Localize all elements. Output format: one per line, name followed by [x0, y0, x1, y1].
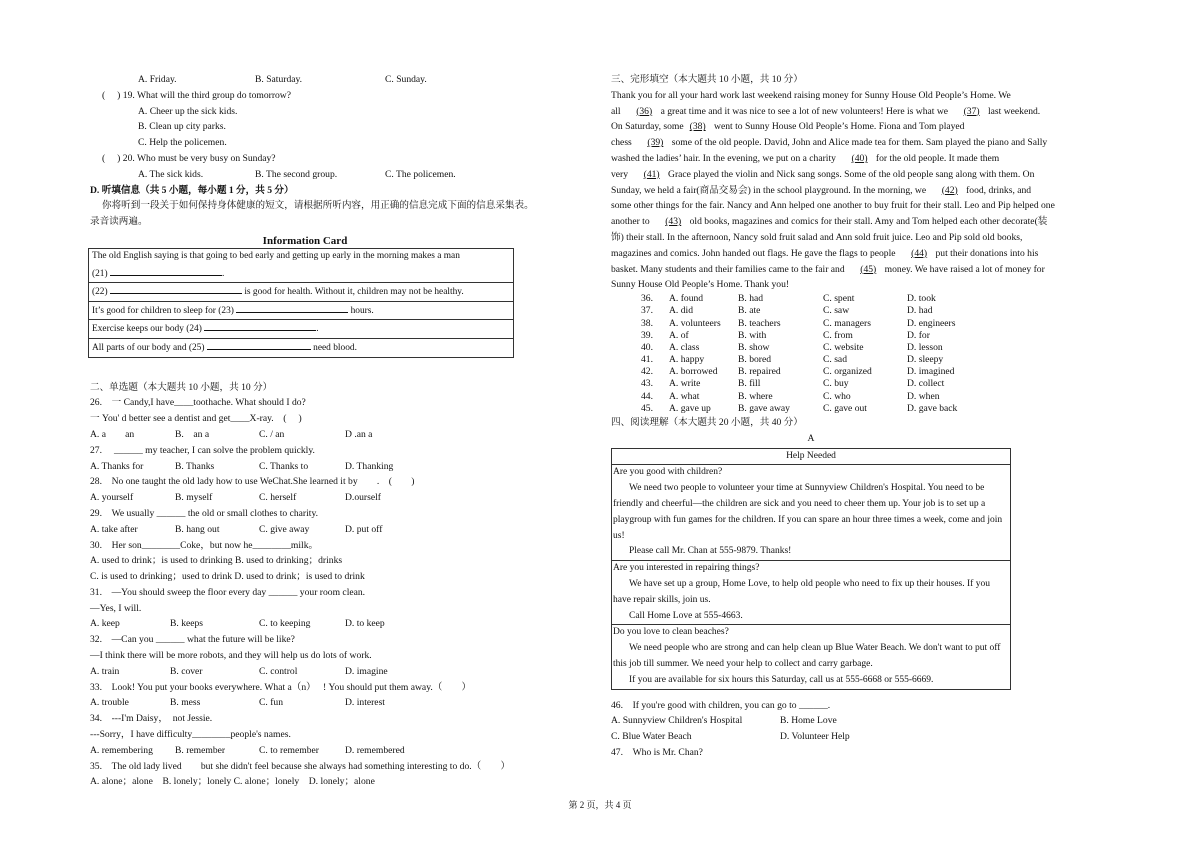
- cloze-option: C. gave out: [823, 402, 867, 414]
- q46-options-ab: [611, 713, 1116, 729]
- right-column: [611, 72, 1116, 761]
- q46-option-c: C. Blue Water Beach: [611, 731, 692, 743]
- q34-option-a: A. remembering: [90, 744, 153, 756]
- q28-options: [90, 490, 520, 506]
- card-row-5: [89, 338, 514, 357]
- cloze-option-row: [641, 318, 1116, 330]
- card-row-5-end: need blood.: [313, 342, 357, 353]
- cloze-option: C. buy: [823, 378, 849, 390]
- cloze-option: B. where: [738, 390, 773, 402]
- q46-option-a: A. Sunnyview Children's Hospital: [611, 715, 743, 727]
- cloze-blank[interactable]: (42): [941, 184, 958, 196]
- cloze-option-row: [641, 354, 1116, 366]
- q46-option-b: B. Home Love: [780, 715, 837, 727]
- help-needed-title: Help Needed: [612, 448, 1011, 465]
- card-row-2: [89, 283, 514, 302]
- q35-line-2: A. alone；alone B. lonely；lonely C. alone；lonely D. lonely；alone: [90, 776, 375, 788]
- cloze-option-number: 43.: [641, 378, 653, 390]
- cloze-option: B. fill: [738, 378, 761, 390]
- q28-line-1: 28. No one taught the old lady how to use WeChat.She learned it by . ( ): [90, 476, 415, 488]
- cloze-text: 饰) their stall. In the afternoon, Nancy sold fruit salad and Ann sold fruit juice. Leo and Pip sold old books,: [611, 231, 1023, 243]
- cloze-blank[interactable]: (41): [643, 168, 660, 180]
- answer-blank-21[interactable]: [110, 265, 222, 276]
- card-row-3-end: hours.: [350, 305, 374, 316]
- cloze-option: B. had: [738, 293, 764, 305]
- section-2-heading: 二、单选题（本大题共 10 小题，共 10 分）: [90, 381, 273, 393]
- cloze-option: C. who: [823, 390, 851, 402]
- q31-option-a: A. keep: [90, 618, 120, 630]
- section-d-instruction-2: 录音读两遍。: [90, 216, 148, 228]
- q26-options: [90, 427, 520, 443]
- cloze-line: [611, 246, 1116, 262]
- q26-line-2: 一 You' d better see a dentist and get____X-ray. ( ): [90, 413, 302, 425]
- cloze-option: C. spent: [823, 293, 855, 305]
- q32-line-1: 32. —Can you ______ what the future will be like?: [90, 634, 295, 646]
- cloze-text: Thank you for all your hard work last weekend raising money for Sunny House Old People’s Home. We: [611, 89, 1011, 101]
- cloze-option: D. when: [907, 390, 940, 402]
- q31-option-b: B. keeps: [170, 618, 204, 630]
- cloze-option-number: 41.: [641, 354, 653, 366]
- card-row-1: [89, 248, 514, 282]
- q32-option-c: C. control: [259, 665, 298, 677]
- section-d-heading: D. 听填信息（共 5 小题，每小题 1 分，共 5 分）: [90, 184, 294, 196]
- cloze-text: magazines and comics. John handed out flags. He gave the flags to people: [611, 247, 906, 259]
- cloze-option: C. website: [823, 341, 864, 353]
- cloze-line: [611, 230, 1116, 246]
- q26-option-b: B. an a: [175, 428, 210, 440]
- q34-option-d: D. remembered: [345, 744, 405, 756]
- cloze-option-row: [641, 403, 1116, 415]
- cloze-option: A. borrowed: [669, 366, 718, 378]
- cloze-option-row: [641, 378, 1116, 390]
- cloze-option-number: 38.: [641, 317, 653, 329]
- q28-option-c: C. herself: [259, 492, 297, 504]
- cloze-blank[interactable]: (39): [647, 137, 664, 149]
- ad-beach-contact: If you are available for six hours this Saturday, call us at 555-6668 or 555-6669.: [629, 674, 934, 685]
- ad-children-question: Are you good with children?: [613, 467, 723, 478]
- cloze-option: C. saw: [823, 305, 850, 317]
- cloze-line: [611, 119, 1116, 135]
- card-row-3-text: It’s good for children to sleep for (23): [92, 305, 234, 316]
- cloze-options: [611, 293, 1116, 415]
- q30-line-3: C. is used to drinking；used to drink D. used to drink；is used to drink: [90, 571, 365, 583]
- cloze-option: D. sleepy: [907, 354, 944, 366]
- q20-question: ( ) 20. Who must be very busy on Sunday?: [102, 152, 276, 164]
- q20-option-a: A. The sick kids.: [138, 168, 204, 180]
- ad-repair-text: We have set up a group, Home Love, to help old people who need to fix up their houses. If you have repair skills, join us.: [613, 579, 990, 605]
- q19-option-a: A. Cheer up the sick kids.: [138, 105, 238, 117]
- q20-options: [90, 167, 520, 183]
- q32-options: [90, 664, 520, 680]
- cloze-option-number: 45.: [641, 402, 653, 414]
- cloze-text: Sunday, we held a fair(商品交易会) in the school playground. In the morning, we: [611, 184, 936, 196]
- q18-options: [90, 72, 520, 88]
- q33-option-a: A. trouble: [90, 697, 129, 709]
- card-row-4-text: Exercise keeps our body (24): [92, 324, 202, 335]
- answer-blank-24[interactable]: [204, 320, 316, 331]
- section-d-instruction: 你将听到一段关于如何保持身体健康的短文，请根据所听内容，用正确的信息完成下面的信息采集表。: [102, 200, 534, 212]
- q46-line-1: 46. If you're good with children, you can go to ______.: [611, 699, 831, 711]
- cloze-text: put their donations into his: [933, 247, 1039, 259]
- cloze-option-row: [641, 293, 1116, 305]
- q35-line-1: 35. The old lady lived but she didn't feel because she always had something interesting to do.（ ）: [90, 760, 511, 772]
- answer-blank-25[interactable]: [207, 339, 311, 350]
- cloze-option: B. gave away: [738, 402, 790, 414]
- cloze-option: A. write: [669, 378, 701, 390]
- cloze-option: D. collect: [907, 378, 945, 390]
- q30-line-2: A. used to drink；is used to drinking B. used to drinking；drinks: [90, 555, 343, 567]
- information-card: [88, 248, 514, 358]
- cloze-option: D. for: [907, 329, 930, 341]
- cloze-option: D. lesson: [907, 341, 943, 353]
- cloze-option: C. organized: [823, 366, 872, 378]
- cloze-text: Grace played the violin and Nick sang songs. Some of the old people sang along with them. On: [665, 168, 1035, 180]
- card-row-4-end: .: [316, 324, 319, 335]
- cloze-text: last weekend.: [985, 105, 1041, 117]
- q20-option-c: C. The policemen.: [385, 168, 456, 180]
- cloze-line: [611, 88, 1116, 104]
- cloze-text: a great time and it was nice to see a lot of new volunteers! Here is what we: [658, 105, 958, 117]
- cloze-line: [611, 277, 1116, 293]
- cloze-option: A. found: [669, 293, 704, 305]
- cloze-option-number: 37.: [641, 305, 653, 317]
- cloze-option-number: 42.: [641, 366, 653, 378]
- help-needed-table: [611, 448, 1011, 690]
- q31-option-d: D. to keep: [345, 618, 385, 630]
- q28-option-a: A. yourself: [90, 492, 134, 504]
- q29-options: [90, 522, 520, 538]
- information-card-title: Information Card: [262, 234, 348, 247]
- cloze-text: went to Sunny House Old People’s Home. Fiona and Tom played: [711, 121, 965, 133]
- cloze-option-number: 40.: [641, 341, 653, 353]
- cloze-option: D. took: [907, 293, 936, 305]
- q31-line-2: —Yes, I will.: [90, 602, 142, 614]
- cloze-text: old books, magazines and comics for their stall. Amy and Tom helped each other decorate(装: [687, 216, 1048, 228]
- q26-option-d: D .an a: [345, 428, 373, 440]
- q30-line-1: 30. Her son________Coke，but now he________milk。: [90, 539, 319, 551]
- q19-option-c: C. Help the policemen.: [138, 137, 227, 149]
- cloze-option: D. had: [907, 305, 933, 317]
- card-row-3: [89, 301, 514, 320]
- card-row-1-end: .: [221, 268, 225, 279]
- cloze-option: B. teachers: [738, 317, 781, 329]
- cloze-option: A. what: [669, 390, 700, 402]
- cloze-option-row: [641, 391, 1116, 403]
- cloze-line: [611, 104, 1116, 120]
- cloze-text: food, drinks, and: [963, 184, 1032, 196]
- q29-line-1: 29. We usually ______ the old or small clothes to charity.: [90, 507, 319, 519]
- q19-option-b: B. Clean up city parks.: [138, 121, 226, 133]
- cloze-blank[interactable]: (36): [636, 105, 653, 117]
- q33-line-1: 33. Look! You put your books everywhere. What a（n） ! You should put them away.（ ）: [90, 681, 472, 693]
- card-row-4: [89, 320, 514, 339]
- ad-children: [612, 465, 1011, 561]
- q33-option-c: C. fun: [259, 697, 283, 709]
- cloze-line: [611, 198, 1116, 214]
- q26-line-1: 26. 一 Candy,I have____toothache. What should I do?: [90, 397, 306, 409]
- ad-repair-question: Are you interested in repairing things?: [613, 563, 760, 574]
- q29-option-d: D. put off: [345, 523, 383, 535]
- q18-option-b: B. Saturday.: [255, 74, 303, 85]
- cloze-option: A. volunteers: [669, 317, 721, 329]
- q18-option-c: C. Sunday.: [385, 74, 427, 85]
- q26-option-a: A. a an: [90, 428, 135, 440]
- q32-option-d: D. imagine: [345, 665, 388, 677]
- cloze-text: Sunny House Old People’s Home. Thank you!: [611, 279, 790, 291]
- q34-option-b: B. remember: [175, 744, 226, 756]
- cloze-option-row: [641, 305, 1116, 317]
- q34-line-2: ---Sorry，I have difficulty________people's names.: [90, 729, 291, 741]
- cloze-option: B. with: [738, 329, 767, 341]
- cloze-text: some other things for the fair. Nancy and Ann helped one another to buy fruit for their stall. Leo and Pip helped one: [611, 200, 1055, 212]
- cloze-line: [611, 183, 1116, 199]
- q27-option-d: D. Thanking: [345, 460, 394, 472]
- cloze-option-row: [641, 330, 1116, 342]
- q20-option-b: B. The second group.: [255, 168, 338, 180]
- q27-line-1: 27. ______ my teacher, I can solve the problem quickly.: [90, 444, 315, 456]
- cloze-text: basket. Many students and their families came to the fair and: [611, 263, 855, 275]
- cloze-option: B. show: [738, 341, 770, 353]
- q27-options: [90, 459, 520, 475]
- answer-blank-22[interactable]: [110, 283, 242, 294]
- ad-beach-question: Do you love to clean beaches?: [613, 627, 729, 638]
- q18-option-a: A. Friday.: [138, 74, 177, 85]
- cloze-text: chess: [611, 137, 642, 149]
- cloze-option: D. imagined: [907, 366, 955, 378]
- cloze-line: [611, 151, 1116, 167]
- cloze-blank[interactable]: (38): [689, 121, 706, 133]
- q29-option-a: A. take after: [90, 523, 138, 535]
- cloze-option: D. engineers: [907, 317, 956, 329]
- q33-option-b: B. mess: [170, 697, 201, 709]
- passage-a-label: A: [807, 432, 815, 444]
- section-4-heading: 四、阅读理解（本大题共 20 小题，共 40 分）: [611, 417, 803, 429]
- cloze-option: B. bored: [738, 354, 772, 366]
- q31-line-1: 31. —You should sweep the floor every day ______ your room clean.: [90, 586, 366, 598]
- cloze-line: [611, 135, 1116, 151]
- q31-option-c: C. to keeping: [259, 618, 311, 630]
- cloze-line: [611, 167, 1116, 183]
- card-row-1-text: The old English saying is that going to bed early and getting up early in the morning makes a man: [92, 250, 460, 261]
- q27-option-a: A. Thanks for: [90, 460, 144, 472]
- cloze-passage: [611, 88, 1116, 293]
- q34-line-1: 34. ---I'm Daisy， not Jessie.: [90, 713, 213, 725]
- q28-option-d: D.ourself: [345, 492, 381, 504]
- answer-blank-23[interactable]: [236, 302, 348, 313]
- q34-options: [90, 743, 520, 759]
- ad-children-contact: Please call Mr. Chan at 555-9879. Thanks!: [629, 546, 792, 557]
- cloze-text: On Saturday, some: [611, 121, 684, 133]
- ad-beach: [612, 625, 1011, 689]
- cloze-option-number: 44.: [641, 390, 653, 402]
- ad-repair-contact: Call Home Love at 555-4663.: [629, 610, 743, 621]
- cloze-option-number: 36.: [641, 293, 653, 305]
- cloze-text: all: [611, 105, 631, 117]
- cloze-option-row: [641, 342, 1116, 354]
- cloze-option: A. class: [669, 341, 700, 353]
- q33-option-d: D. interest: [345, 697, 385, 709]
- cloze-option: A. did: [669, 305, 693, 317]
- card-row-2-text: is good for health. Without it, children may not be healthy.: [244, 287, 464, 298]
- q28-option-b: B. myself: [175, 492, 213, 504]
- q29-option-b: B. hang out: [175, 523, 220, 535]
- cloze-text: for the old people. It made them: [873, 152, 1000, 164]
- q47-line-1: 47. Who is Mr. Chan?: [611, 746, 703, 758]
- q32-option-a: A. train: [90, 665, 120, 677]
- cloze-option-number: 39.: [641, 329, 653, 341]
- cloze-option: A. happy: [669, 354, 705, 366]
- cloze-option: B. repaired: [738, 366, 781, 378]
- cloze-blank[interactable]: (43): [665, 216, 682, 228]
- q31-options: [90, 616, 520, 632]
- q32-line-2: —I think there will be more robots, and they will help us do lots of work.: [90, 650, 372, 662]
- ad-beach-text: We need people who are strong and can help clean up Blue Water Beach. We don't want to put off this job till summer. We need your help to collect and carry garbage.: [613, 643, 1001, 669]
- cloze-option: C. managers: [823, 317, 871, 329]
- cloze-option: D. gave back: [907, 402, 958, 414]
- q29-option-c: C. give away: [259, 523, 310, 535]
- q27-option-b: B. Thanks: [175, 460, 215, 472]
- q27-option-c: C. Thanks to: [259, 460, 309, 472]
- cloze-blank[interactable]: (37): [963, 105, 980, 117]
- q19-question: ( ) 19. What will the third group do tomorrow?: [102, 89, 291, 101]
- cloze-option: C. sad: [823, 354, 847, 366]
- card-row-5-text: All parts of our body and (25): [92, 342, 205, 353]
- cloze-blank[interactable]: (40): [851, 152, 868, 164]
- cloze-option: A. of: [669, 329, 689, 341]
- cloze-blank[interactable]: (45): [860, 263, 877, 275]
- cloze-option: C. from: [823, 329, 853, 341]
- ad-children-text: We need two people to volunteer your time at Sunnyview Children's Hospital. You need to be friendly and cheerful—the children are sick and you need to cheer them up. Your job is to set up a playgroup with fun games for the children. If you can spare an hour three times a week, come and join us!: [613, 483, 1003, 541]
- ad-repair: [612, 561, 1011, 625]
- page-footer: 第 2 页，共 4 页: [568, 800, 632, 810]
- cloze-option: B. ate: [738, 305, 761, 317]
- card-blank-22-label: (22): [92, 287, 108, 298]
- q32-option-b: B. cover: [170, 665, 203, 677]
- q46-option-d: D. Volunteer Help: [780, 731, 850, 743]
- q33-options: [90, 695, 520, 711]
- cloze-text: some of the old people. David, John and Alice made tea for them. Sam played the piano and Sally: [669, 137, 1048, 149]
- cloze-text: another to: [611, 216, 660, 228]
- cloze-text: washed the ladies’ hair. In the evening, we put on a charity: [611, 152, 846, 164]
- section-3-heading: 三、完形填空（本大题共 10 小题，共 10 分）: [611, 74, 803, 85]
- left-column: [90, 72, 534, 790]
- cloze-option-row: [641, 366, 1116, 378]
- q26-option-c: C. / an: [259, 428, 285, 440]
- cloze-line: [611, 262, 1116, 278]
- cloze-blank[interactable]: (44): [911, 247, 928, 259]
- cloze-line: [611, 214, 1116, 230]
- card-blank-21-label: (21): [92, 268, 108, 279]
- q46-options-cd: [611, 729, 1116, 745]
- cloze-option: A. gave up: [669, 402, 711, 414]
- cloze-text: very: [611, 168, 638, 180]
- q34-option-c: C. to remember: [259, 744, 319, 756]
- cloze-text: money. We have raised a lot of money for: [882, 263, 1045, 275]
